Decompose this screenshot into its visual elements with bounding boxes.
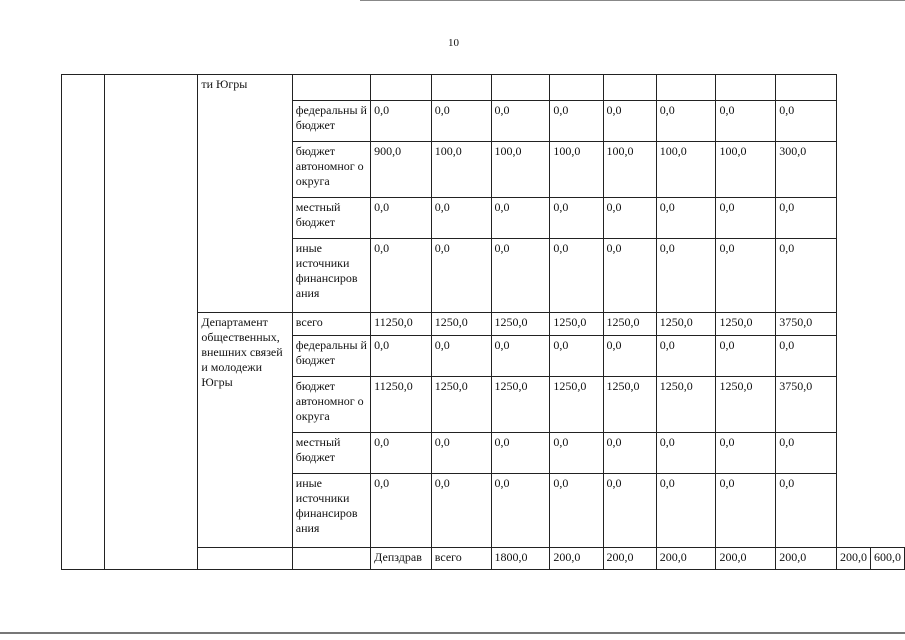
- budget-table: [61, 74, 905, 570]
- top-scan-rule: [360, 0, 905, 1]
- amount-cell: 0,0: [550, 198, 603, 239]
- funding-source-cell: всего: [292, 313, 370, 336]
- amount-cell: 0,0: [603, 474, 656, 548]
- amount-cell: 1250,0: [603, 377, 656, 433]
- amount-cell: 300,0: [776, 142, 837, 198]
- amount-cell: 0,0: [491, 474, 550, 548]
- funding-source-cell: федеральны й бюджет: [292, 336, 370, 377]
- table-row: [62, 75, 905, 101]
- amount-cell: 0,0: [371, 239, 432, 313]
- amount-cell: 0,0: [603, 198, 656, 239]
- amount-cell: 0,0: [656, 198, 716, 239]
- amount-cell: 200,0: [656, 548, 716, 570]
- funding-source-cell: местный бюджет: [292, 198, 370, 239]
- amount-cell: 1250,0: [491, 377, 550, 433]
- funding-source-cell: бюджет автономног о округа: [292, 142, 370, 198]
- amount-cell: 0,0: [371, 433, 432, 474]
- bottom-scan-rule: [0, 632, 905, 634]
- amount-cell: 0,0: [431, 336, 491, 377]
- amount-cell: 0,0: [776, 336, 837, 377]
- amount-cell: 11250,0: [371, 377, 432, 433]
- amount-cell: 0,0: [431, 101, 491, 142]
- amount-cell: 0,0: [716, 198, 776, 239]
- amount-cell: 0,0: [656, 433, 716, 474]
- amount-cell: 0,0: [491, 239, 550, 313]
- amount-cell: 0,0: [491, 336, 550, 377]
- amount-cell: 0,0: [491, 433, 550, 474]
- amount-cell: 0,0: [603, 433, 656, 474]
- amount-cell: 1250,0: [716, 313, 776, 336]
- amount-cell: 1250,0: [491, 313, 550, 336]
- amount-cell: 0,0: [550, 101, 603, 142]
- amount-cell: 0,0: [776, 239, 837, 313]
- amount-cell: 3750,0: [776, 313, 837, 336]
- number-column-cell: [62, 75, 105, 570]
- amount-cell: 0,0: [371, 336, 432, 377]
- amount-cell: 0,0: [431, 239, 491, 313]
- amount-cell: [550, 75, 603, 101]
- measure-column-cell: [104, 75, 198, 570]
- measure-column-cell: [292, 548, 370, 570]
- amount-cell: 0,0: [603, 336, 656, 377]
- amount-cell: 0,0: [371, 474, 432, 548]
- amount-cell: 0,0: [716, 101, 776, 142]
- amount-cell: [371, 75, 432, 101]
- amount-cell: 1250,0: [550, 377, 603, 433]
- amount-cell: [716, 75, 776, 101]
- amount-cell: 1800,0: [491, 548, 550, 570]
- amount-cell: 1250,0: [431, 313, 491, 336]
- amount-cell: 0,0: [550, 474, 603, 548]
- amount-cell: 100,0: [603, 142, 656, 198]
- amount-cell: 0,0: [550, 239, 603, 313]
- amount-cell: 100,0: [431, 142, 491, 198]
- amount-cell: 0,0: [776, 198, 837, 239]
- amount-cell: [776, 75, 837, 101]
- amount-cell: 1250,0: [603, 313, 656, 336]
- table-body: [62, 75, 905, 570]
- executor-cell: ти Югры: [198, 75, 292, 313]
- amount-cell: 0,0: [656, 101, 716, 142]
- amount-cell: [491, 75, 550, 101]
- amount-cell: 0,0: [431, 198, 491, 239]
- amount-cell: 0,0: [491, 101, 550, 142]
- amount-cell: 1250,0: [431, 377, 491, 433]
- amount-cell: 0,0: [656, 239, 716, 313]
- amount-cell: 0,0: [491, 198, 550, 239]
- amount-cell: 0,0: [716, 433, 776, 474]
- amount-cell: 0,0: [550, 433, 603, 474]
- amount-cell: 200,0: [716, 548, 776, 570]
- amount-cell: 11250,0: [371, 313, 432, 336]
- amount-cell: 0,0: [431, 474, 491, 548]
- executor-cell: Департамент общественных, внешних связей и молодежи Югры: [198, 313, 292, 548]
- amount-cell: 0,0: [550, 336, 603, 377]
- amount-cell: 0,0: [776, 101, 837, 142]
- amount-cell: [431, 75, 491, 101]
- amount-cell: 600,0: [871, 548, 905, 570]
- amount-cell: 0,0: [656, 336, 716, 377]
- funding-source-cell: иные источники финансиров ания: [292, 239, 370, 313]
- amount-cell: 0,0: [603, 239, 656, 313]
- page-number: 10: [448, 37, 459, 49]
- amount-cell: 100,0: [716, 142, 776, 198]
- amount-cell: 0,0: [776, 433, 837, 474]
- funding-source-cell: федеральны й бюджет: [292, 101, 370, 142]
- amount-cell: 0,0: [431, 433, 491, 474]
- amount-cell: 0,0: [716, 239, 776, 313]
- amount-cell: 100,0: [656, 142, 716, 198]
- amount-cell: 1250,0: [656, 313, 716, 336]
- amount-cell: 0,0: [371, 101, 432, 142]
- amount-cell: 0,0: [603, 101, 656, 142]
- amount-cell: 200,0: [776, 548, 837, 570]
- number-column-cell: [198, 548, 292, 570]
- amount-cell: 100,0: [550, 142, 603, 198]
- amount-cell: 200,0: [603, 548, 656, 570]
- amount-cell: 0,0: [371, 198, 432, 239]
- executor-cell: Депздрав: [371, 548, 432, 570]
- funding-source-cell: бюджет автономног о округа: [292, 377, 370, 433]
- funding-source-cell: всего: [431, 548, 491, 570]
- funding-source-cell: местный бюджет: [292, 433, 370, 474]
- amount-cell: 200,0: [550, 548, 603, 570]
- amount-cell: 0,0: [776, 474, 837, 548]
- funding-source-cell: иные источники финансиров ания: [292, 474, 370, 548]
- amount-cell: 3750,0: [776, 377, 837, 433]
- amount-cell: 0,0: [716, 336, 776, 377]
- amount-cell: 200,0: [837, 548, 871, 570]
- amount-cell: 1250,0: [716, 377, 776, 433]
- amount-cell: [656, 75, 716, 101]
- amount-cell: 0,0: [656, 474, 716, 548]
- amount-cell: [603, 75, 656, 101]
- amount-cell: 1250,0: [550, 313, 603, 336]
- funding-source-cell: [292, 75, 370, 101]
- amount-cell: 1250,0: [656, 377, 716, 433]
- amount-cell: 100,0: [491, 142, 550, 198]
- amount-cell: 900,0: [371, 142, 432, 198]
- amount-cell: 0,0: [716, 474, 776, 548]
